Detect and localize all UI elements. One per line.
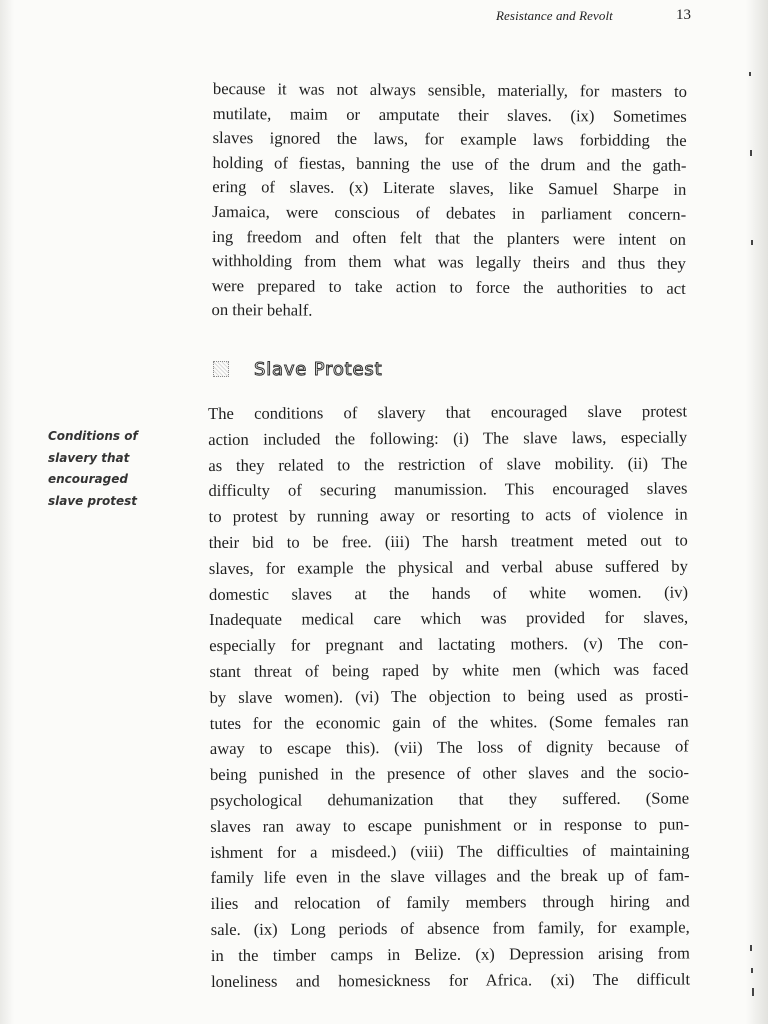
text-line: psychological dehumanization that they suffered. (Some [210, 788, 690, 810]
text-line: especially for pregnant and lactating mothers. (v) The con- [209, 633, 689, 656]
scan-speck [752, 988, 754, 996]
heading-bullet-icon [213, 361, 229, 377]
text-line: action included the following: (i) The slave laws, especially [208, 427, 688, 449]
text-line: slaves ignored the laws, for example laws forbidding the [212, 128, 687, 151]
text-line: being punished in the presence of other slaves and the socio- [209, 762, 689, 785]
text-line: holding of fiestas, banning the use of the drum and the gath- [212, 152, 687, 175]
text-line: ing freedom and often felt that the planters were intent on [211, 226, 687, 249]
scan-speck [750, 150, 752, 156]
intro-paragraph [211, 77, 686, 326]
text-line: ilies and relocation of family members through hiring and [210, 891, 690, 914]
scan-speck [751, 240, 753, 245]
text-line: sale. (ix) Long periods of absence from family, for example, [210, 917, 690, 939]
text-line: ering of slaves. (x) Literate slaves, like Samuel Sharpe in [212, 177, 687, 200]
text-line: loneliness and homesickness for Africa. (xi) The difficult [210, 969, 691, 991]
margin-note-line: encouraged [48, 472, 128, 486]
scan-speck [751, 968, 753, 973]
scan-speck [749, 72, 751, 76]
section-title: Slave Protest [254, 358, 383, 380]
margin-note-line: Conditions of [48, 429, 138, 443]
text-line: were prepared to take action to force the authorities to act [211, 275, 686, 298]
text-line: away to escape this). (vii) The loss of dignity because of [209, 736, 689, 759]
text-line: The conditions of slavery that encouraged slave protest [208, 401, 688, 423]
text-line: as they related to the restriction of slave mobility. (ii) The [208, 453, 688, 475]
text-line: in the timber camps in Belize. (x) Depression arising from [210, 943, 690, 965]
margin-note-line: slave protest [48, 493, 137, 508]
text-line: by slave women). (vi) The objection to being used as prosti- [209, 685, 689, 707]
text-line: tutes for the economic gain of the whites. (Some females ran [209, 711, 689, 733]
margin-note-line: slavery that [48, 450, 130, 465]
text-line: mutilate, maim or amputate their slaves. (ix) Sometimes [212, 103, 687, 126]
running-title: Resistance and Revolt [496, 8, 613, 23]
text-line: because it was not always sensible, materially, for masters to [212, 78, 687, 101]
text-line: Inadequate medical care which was provided for slaves, [209, 607, 689, 630]
text-line: family life even in the slave villages and the break up of fam- [210, 865, 690, 888]
page-number: 13 [676, 7, 691, 23]
margin-note [48, 426, 160, 512]
text-line: on their behalf. [211, 300, 313, 320]
scan-shadow-left [0, 0, 14, 1024]
section-heading [213, 355, 382, 383]
slave-protest-paragraph [208, 398, 690, 994]
text-line: slaves, for example the physical and verbal abuse suffered by [208, 556, 688, 578]
text-line: withholding from them what was legally theirs and thus they [211, 251, 686, 274]
text-line: stant threat of being raped by white men (which was faced [209, 659, 689, 681]
text-line: Jamaica, were conscious of debates in parliament concern- [212, 201, 687, 224]
text-line: to protest by running away or resorting to acts of violence in [208, 504, 688, 527]
text-line: ishment for a misdeed.) (viii) The difficulties of maintaining [210, 840, 690, 862]
text-line: difficulty of securing manumission. This encouraged slaves [208, 478, 688, 501]
running-header [496, 6, 696, 26]
scan-speck [750, 945, 752, 951]
text-line: domestic slaves at the hands of white women. (iv) [208, 582, 689, 604]
text-line: their bid to be free. (iii) The harsh treatment meted out to [208, 530, 688, 552]
text-line: slaves ran away to escape punishment or in response to pun- [210, 814, 690, 836]
